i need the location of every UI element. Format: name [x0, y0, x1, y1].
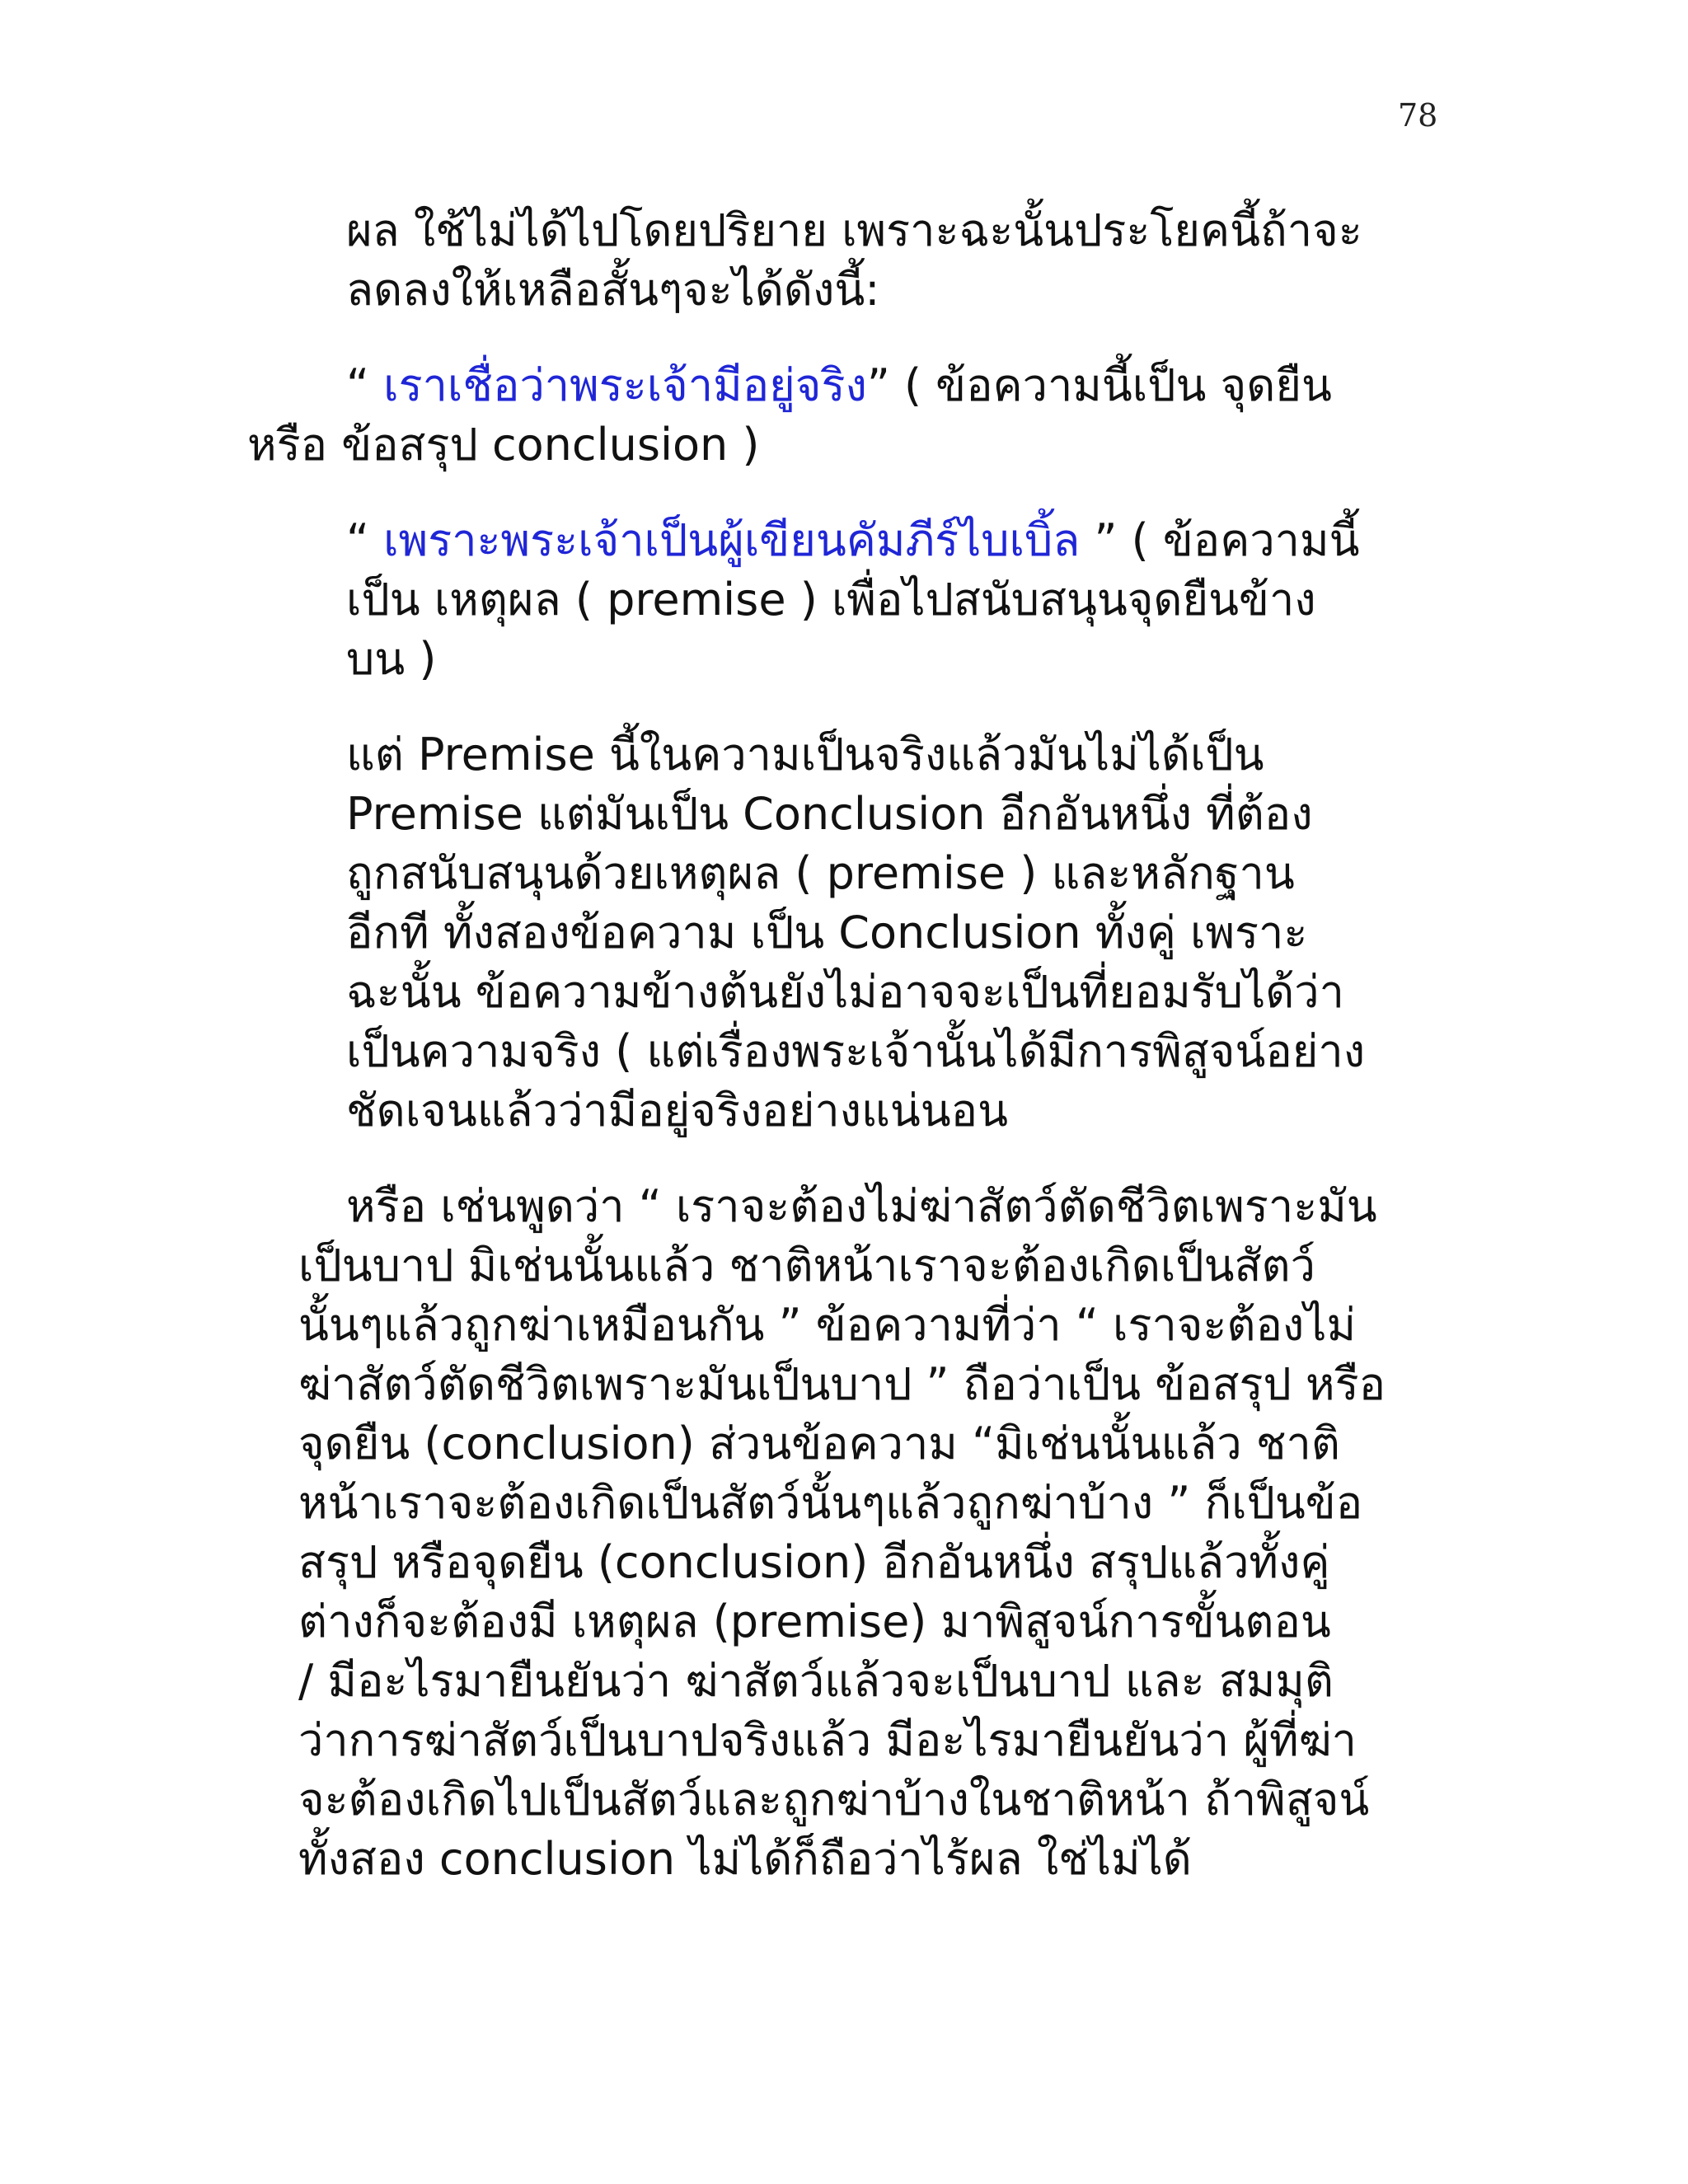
- para2-line: จะต้องเกิดไปเป็นสัตว์และถูกฆ่าบ้างในชาติหน้า ถ้าพิสูจน์: [298, 1774, 1370, 1825]
- para2-line: หรือ เช่นพูดว่า “ เราจะต้องไม่ฆ่าสัตว์ตัดชีวิตเพราะมัน: [346, 1180, 1377, 1232]
- claim1-line-1: [346, 356, 1332, 415]
- para1-line: ถูกสนับสนุนด้วยเหตุผล ( premise ) และหลักฐาน: [346, 847, 1295, 899]
- para1-line: ฉะนั้น ข้อความข้างต้นยังไม่อาจจะเป็นที่ยอมรับได้ว่า: [346, 966, 1344, 1018]
- claim1-line-2: หรือ ข้อสรุป conclusion ): [247, 419, 760, 471]
- para2-line: นั้นๆแล้วถูกฆ่าเหมือนกัน ” ข้อความที่ว่า “ เราจะต้องไม่: [298, 1299, 1357, 1351]
- para1-line: เป็นความจริง ( แต่เรื่องพระเจ้านั้นได้มีการพิสูจน์อย่าง: [346, 1025, 1366, 1077]
- intro-line-1: ผล ใช้ไม่ได้ไปโดยปริยาย เพราะฉะนั้นประโยคนี้ถ้าจะ: [346, 204, 1362, 256]
- intro-line-2: ลดลงให้เหลือสั้นๆจะได้ดังนี้:: [346, 264, 880, 316]
- claim2-note: ” ( ข้อความนี้: [1080, 514, 1360, 566]
- claim1-quote: เราเชื่อว่าพระเจ้ามีอยู่จริง: [383, 359, 867, 411]
- open-quote: “: [346, 359, 384, 411]
- para2-line: สรุป หรือจุดยืน (conclusion) อีกอันหนึ่ง สรุปแล้วทั้งคู่: [298, 1536, 1330, 1588]
- para1-line: อีกที ทั้งสองข้อความ เป็น Conclusion ทั้งคู่ เพราะ: [346, 907, 1308, 958]
- open-quote: “: [346, 514, 384, 566]
- claim2-quote: เพราะพระเจ้าเป็นผู้เขียนคัมภีร์ไบเบิ้ล: [383, 514, 1081, 566]
- para2-line: จุดยืน (conclusion) ส่วนข้อความ “มิเช่นนั้นแล้ว ชาติ: [298, 1418, 1340, 1469]
- claim2-line-1: [346, 511, 1360, 570]
- para2-line: เป็นบาป มิเช่นนั้นแล้ว ชาติหน้าเราจะต้องเกิดเป็นสัตว์: [298, 1240, 1315, 1291]
- para2-line: ต่างก็จะต้องมี เหตุผล (premise) มาพิสูจน์การขั้นตอน: [298, 1596, 1331, 1647]
- para1-line: ชัดเจนแล้วว่ามีอยู่จริงอย่างแน่นอน: [346, 1085, 1009, 1137]
- claim2-line-2: เป็น เหตุผล ( premise ) เพื่อไปสนับสนุนจุดยืนข้าง: [346, 574, 1316, 626]
- claim2-line-3: บน ): [346, 633, 437, 685]
- para2-line: ฆ่าสัตว์ตัดชีวิตเพราะมันเป็นบาป ” ถือว่าเป็น ข้อสรุป หรือ: [298, 1358, 1386, 1410]
- para2-line: ทั้งสอง conclusion ไม่ได้ก็ถือว่าไร้ผล ใช่ไม่ได้: [298, 1833, 1192, 1885]
- para2-line: / มีอะไรมายืนยันว่า ฆ่าสัตว์แล้วจะเป็นบาป และ สมมุติ: [298, 1655, 1334, 1707]
- para1-line: แต่ Premise นี้ในความเป็นจริงแล้วมันไม่ได้เป็น: [346, 729, 1264, 780]
- claim1-note: ” ( ข้อความนี้เป็น จุดยืน: [866, 359, 1332, 411]
- para1-line: Premise แต่มันเป็น Conclusion อีกอันหนึ่ง ที่ต้อง: [346, 788, 1313, 840]
- para2-line: ว่าการฆ่าสัตว์เป็นบาปจริงแล้ว มีอะไรมายืนยันว่า ผู้ที่ฆ่า: [298, 1714, 1357, 1766]
- para2-line: หน้าเราจะต้องเกิดเป็นสัตว์นั้นๆแล้วถูกฆ่าบ้าง ” ก็เป็นข้อ: [298, 1477, 1363, 1529]
- page-number: 78: [1398, 97, 1438, 134]
